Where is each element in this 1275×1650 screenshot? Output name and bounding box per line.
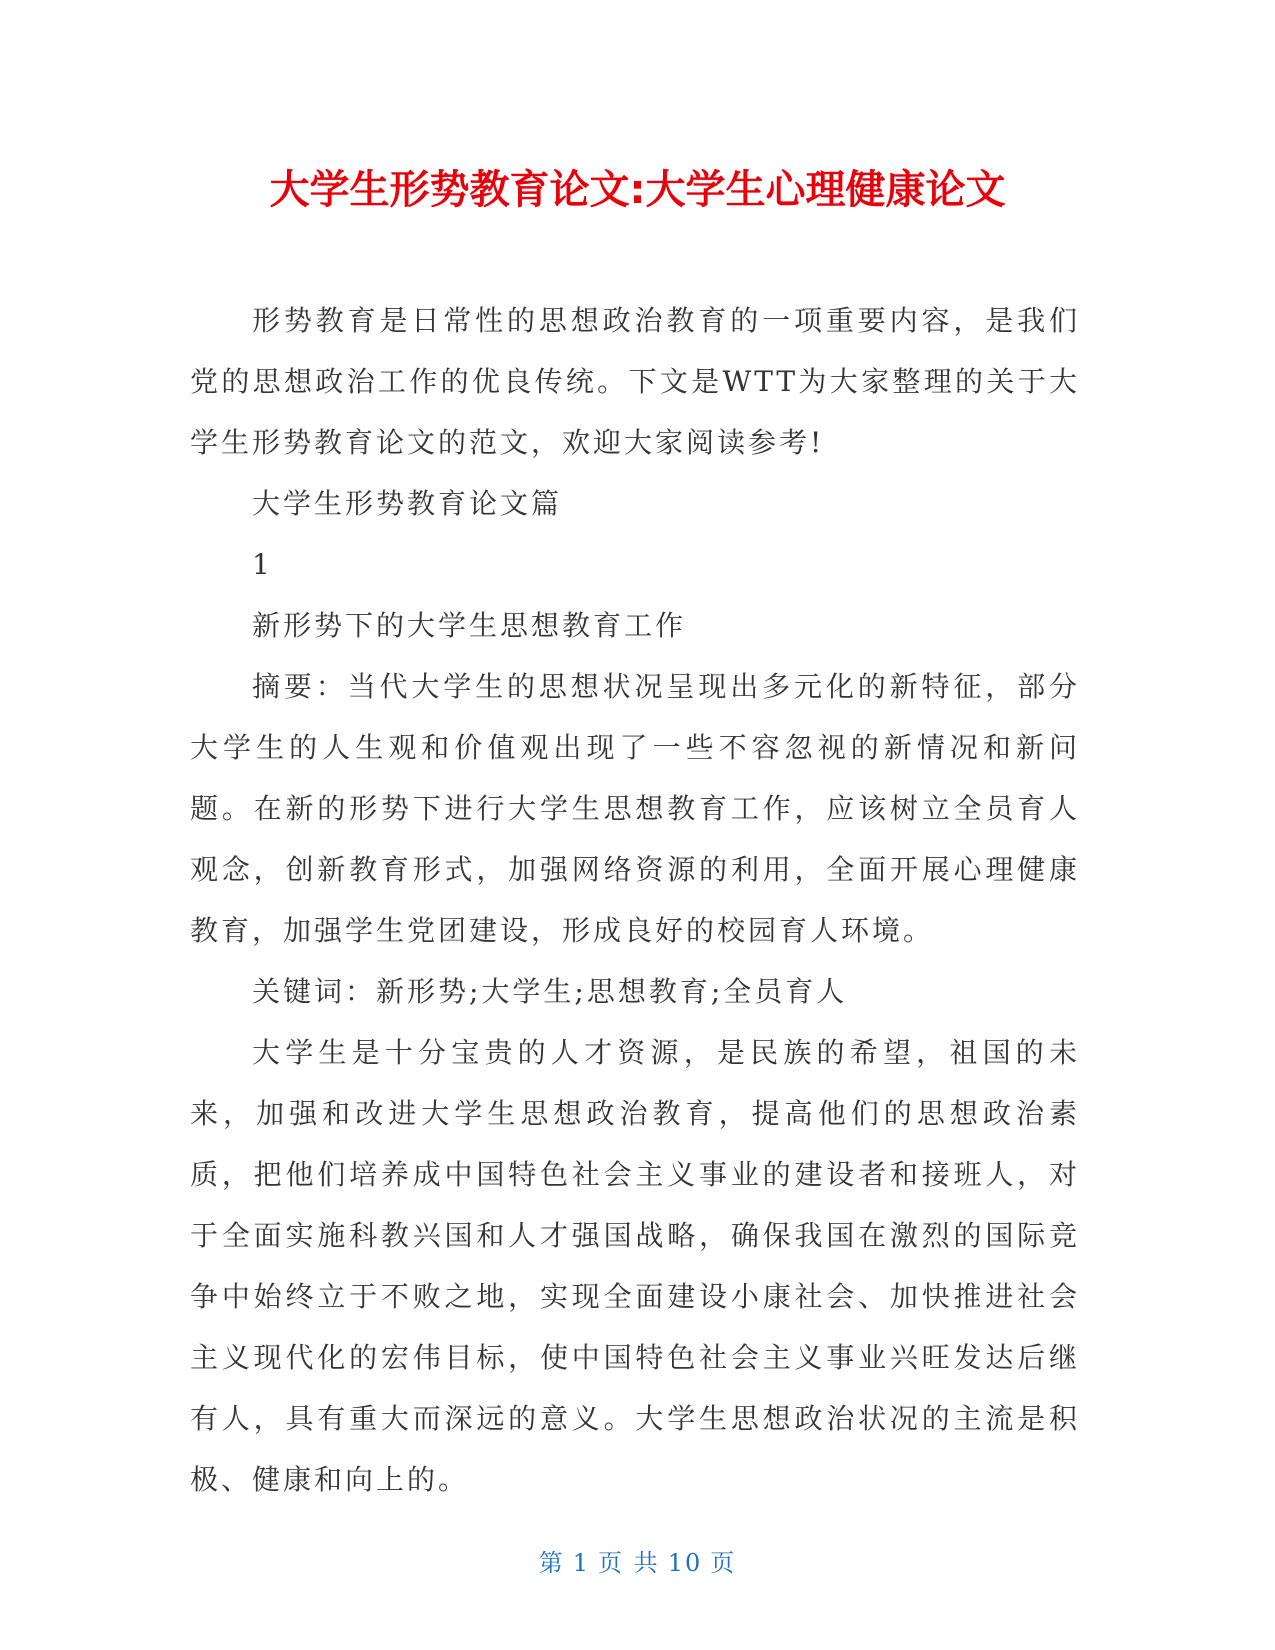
paragraph-body: 大学生是十分宝贵的人才资源，是民族的希望，祖国的未来，加强和改进大学生思想政治教育，提高他们的思想政治素质，把他们培养成中国特色社会主义事业的建设者和接班人，对于全面实施科教兴国和人才强国战略，确保我国在激烈的国际竞争中始终立于不败之地，实现全面建设小康社会、加快推进社会主义现代化的宏伟目标，使中国特色社会主义事业兴旺发达后继有人，具有重大而深远的意义。大学生思想政治状况的主流是积极、健康和向上的。 xyxy=(190,1036,1080,1496)
footer-suffix: 页 xyxy=(710,1549,737,1577)
footer-total-pages: 10 xyxy=(667,1549,703,1577)
document-title: 大学生形势教育论文:大学生心理健康论文 xyxy=(269,167,1006,213)
paragraph-article-title: 新形势下的大学生思想教育工作 xyxy=(252,609,687,642)
footer-middle: 页 共 xyxy=(598,1549,660,1577)
paragraph-abstract: 摘要：当代大学生的思想状况呈现出多元化的新特征，部分大学生的人生观和价值观出现了一些不容忽视的新情况和新问题。在新的形势下进行大学生思想教育工作，应该树立全员育人观念，创新教育形式，加强网络资源的利用，全面开展心理健康教育，加强学生党团建设，形成良好的校园育人环境。 xyxy=(190,670,1080,947)
paragraph-intro: 形势教育是日常性的思想政治教育的一项重要内容，是我们党的思想政治工作的优良传统。下文是WTT为大家整理的关于大学生形势教育论文的范文，欢迎大家阅读参考! xyxy=(190,304,1080,459)
paragraph-section-number: 1 xyxy=(252,548,273,581)
footer-prefix: 第 xyxy=(538,1549,565,1577)
footer-page-number: 1 xyxy=(572,1549,591,1577)
page-footer xyxy=(0,1545,1275,1581)
paragraph-keywords: 关键词：新形势;大学生;思想教育;全员育人 xyxy=(252,975,848,1008)
document-body xyxy=(190,290,1080,1510)
paragraph-section-heading: 大学生形势教育论文篇 xyxy=(252,487,563,520)
